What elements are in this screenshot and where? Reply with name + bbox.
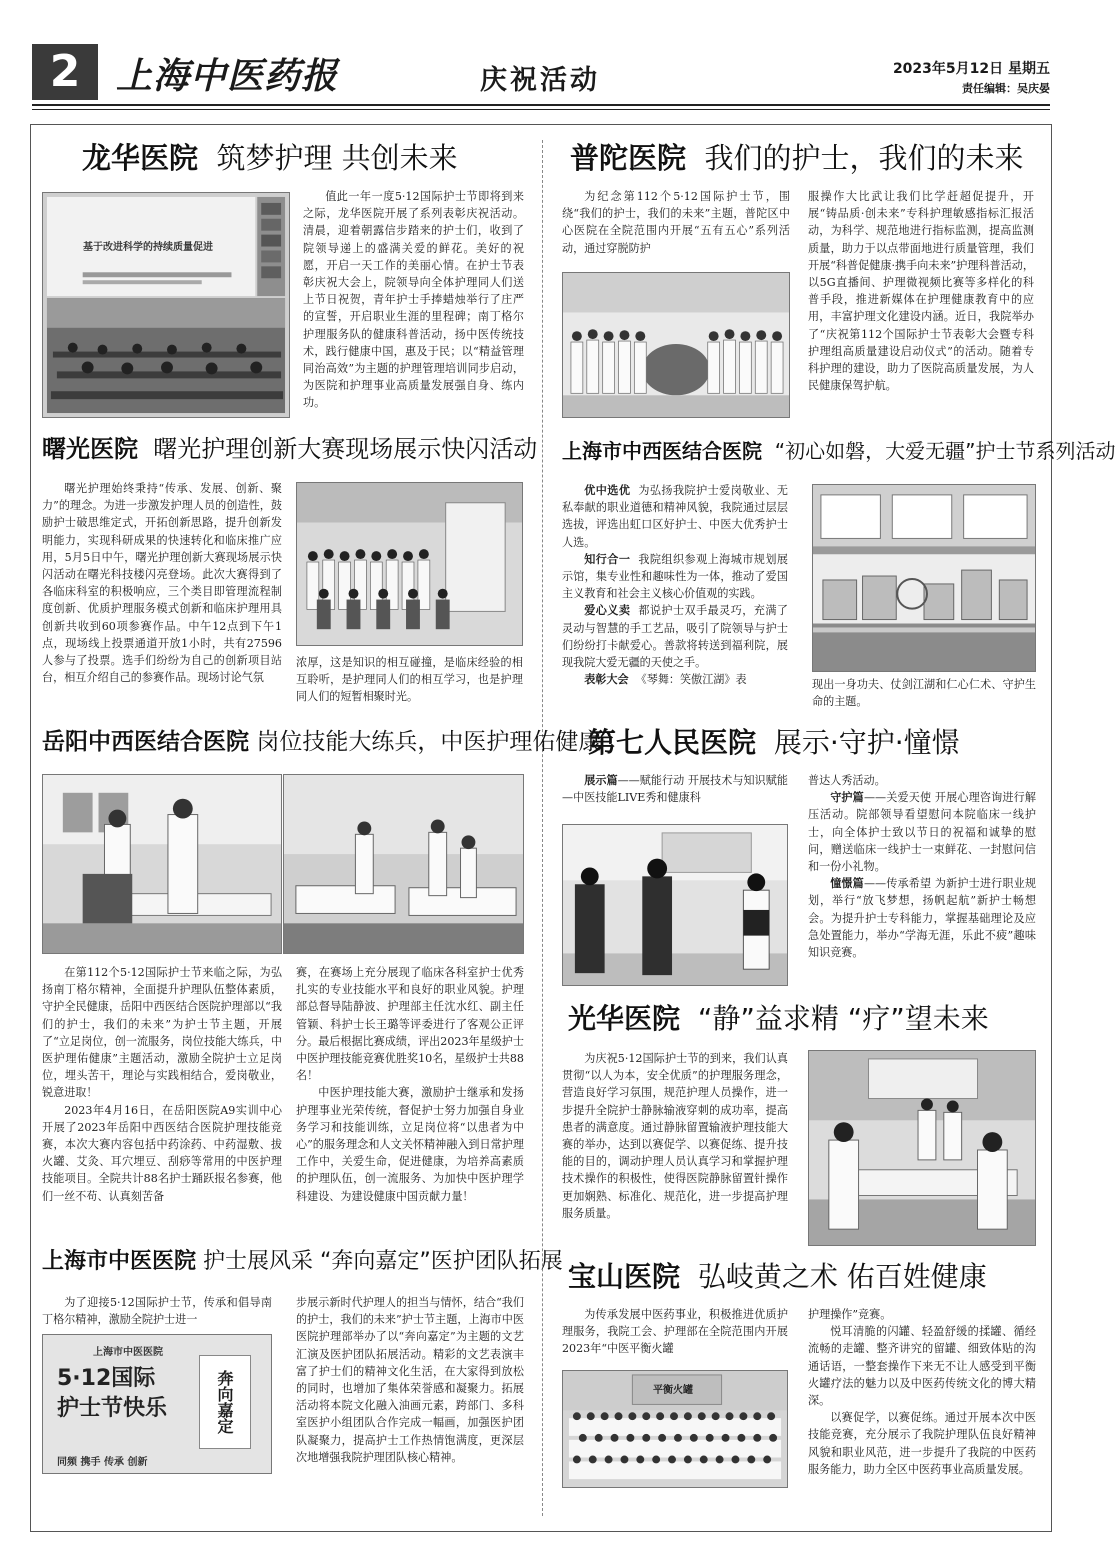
group-photo xyxy=(562,1370,788,1488)
article-headline xyxy=(588,728,960,759)
para-4: 《琴舞：笑傲江湖》表 xyxy=(635,673,747,687)
para-2: ——关爱天使 开展心理咨询进行解压活动。院部领导看望慰问本院临床一线护士，向全体护士致以节日的祝福和诚挚的慰问，赠送临床一线护士一束鲜花、一封慰问信和一份小礼物。 xyxy=(808,791,1036,874)
hospital-name: 光华医院 xyxy=(568,1002,681,1035)
article-headline xyxy=(568,1262,987,1293)
section-title: 庆祝活动 xyxy=(480,65,600,96)
subhead-2: 守护篇 xyxy=(830,791,864,805)
header-rule xyxy=(32,104,1050,106)
hospital-name: 曙光医院 xyxy=(42,435,138,463)
headline-title: 弘岐黄之术 佑百姓健康 xyxy=(697,1260,987,1293)
headline-title: 展示·守护·憧憬 xyxy=(773,726,960,759)
article-headline xyxy=(570,143,1023,175)
article-body-1: 为纪念第112个5·12国际护士节，围绕“我们的护士，我们的未来”主题，普陀区中心医院在全院范围内开展“五有五心”系列活动，通过穿脱防护 xyxy=(562,190,790,255)
subhead-4: 表彰大会 xyxy=(584,673,629,687)
article-headline xyxy=(82,143,458,175)
group-photo xyxy=(296,482,523,646)
editor-credit: 责任编辑：吴庆晏 xyxy=(962,82,1050,95)
headline-title: “初心如磐，大爱无疆”护士节系列活动 xyxy=(774,439,1115,463)
article-headline xyxy=(568,1004,989,1035)
poster-painting: 奔向嘉定 xyxy=(199,1355,251,1449)
para-3: ——传承希望 为新护士进行职业规划，举行“放飞梦想，扬帆起航”新护士畅想会。为提升护士专科能力，掌握基础理论及应急处置能力，举办“学海无涯，乐此不疲”趣味知识竞赛。 xyxy=(808,877,1036,960)
headline-title: 护士展风采 “奔向嘉定”医护团队拓展 xyxy=(203,1249,563,1274)
article-body: 为庆祝5·12国际护士节的到来，我们认真贯彻“以人为本，安全优质”的护理服务理念，营造良好学习氛围，规范护理人员操作，进一步提升全院护士静脉输液穿刺的成功率，提高患者的满意度。通过静脉留置输液护理技能大赛的举办，达到以赛促学、以赛促练、提升技能的目的，调动护理人员认真学习和掌握护理技术操作的积极性，使得医院静脉留置针操作更加娴熟、标准化、规范化，进一步提高护理服务质量。 xyxy=(562,1052,788,1220)
article-body-1: 为传承发展中医药事业，积极推进优质护理服务，我院工会、护理部在全院范围内开展2023年“中医平衡火罐 xyxy=(562,1308,788,1356)
article-body-2: 服操作大比武让我们比学赶超促提升，开展“铸品质·创未来”专科护理敏感指标汇报活动，为科学、规范地进行指标监测，提高监测质量，助力于以点带面地进行质量管理，我们开展“科普促健康·携手向未来”护理科普活动，以5G直播间、护理微视频比赛等多样化的科普手段，推进新媒体在护理健康教育中的应用，丰富护理文化建设内涵。近日，我院举办了“庆祝第112个国际护士节表彰大会暨专科护理组高质量建设启动仪式”的活动。随着专科护理的建设，助力了医院高质量发展，为人民健康保驾护航。 xyxy=(808,190,1034,393)
headline-title: 岗位技能大练兵，中医护理佑健康 xyxy=(256,729,602,755)
hospital-name: 龙华医院 xyxy=(82,141,199,175)
festival-poster xyxy=(42,1334,272,1474)
headline-title: 我们的护士，我们的未来 xyxy=(704,141,1024,175)
article-body-2: 护理操作”竞赛。 悦耳清脆的闪罐、轻盈舒缓的揉罐、循经流畅的走罐、整齐讲究的留罐、细致体贴的沟通话语，一整套操作下来无不让人感受到平衡火罐疗法的魅力以及中医药传统文化的博大精深。 以赛促学，以赛促练。通过开展本次中医技能竞赛，充分展示了我院护理队伍良好精神风貌和职业风范，进一步提升了我院的中医药服务能力，助力全区中医药事业高质量发展。 xyxy=(808,1308,1036,1476)
subhead-3: 憧憬篇 xyxy=(830,877,864,891)
headline-title: “静”益求精 “疗”望未来 xyxy=(697,1002,989,1035)
article-headline xyxy=(42,436,537,462)
issue-date: 2023年5月12日 星期五 xyxy=(892,61,1050,77)
subhead-2: 知行合一 xyxy=(584,552,631,566)
training-photo-2 xyxy=(283,774,524,954)
headline-title: 曙光护理创新大赛现场展示快闪活动 xyxy=(153,435,538,463)
para-1: ——赋能行动 开展技术与知识赋能—中医技能LIVE秀和健康科 xyxy=(562,774,788,805)
training-photo-1 xyxy=(42,774,282,954)
headline-title: 筑梦护理 共创未来 xyxy=(216,141,458,175)
para-1b: 普达人秀活动。 xyxy=(808,774,886,787)
article-body xyxy=(562,482,788,708)
hospital-name: 岳阳中西医结合医院 xyxy=(42,729,249,755)
poster-line-2: 护士节快乐 xyxy=(57,1396,168,1421)
hospital-name: 上海市中医医院 xyxy=(42,1249,197,1274)
article-body-2 xyxy=(808,772,1036,978)
para-2: 我院组织参观上海城市规划展示馆，集专业性和趣味性为一体，推动了爱国主义教育和社会主义核心价值观的实践。 xyxy=(562,552,788,601)
hospital-name: 上海市中西医结合医院 xyxy=(562,439,762,463)
article-headline xyxy=(42,730,601,755)
poster-hospital: 上海市中医医院 xyxy=(93,1347,163,1358)
article-body-1: 为了迎接5·12国际护士节，传承和倡导南丁格尔精神，激励全院护士进一 xyxy=(42,1296,272,1327)
exhibit-photo xyxy=(812,484,1036,672)
article-headline xyxy=(562,440,1115,462)
slide-title: 基于改进科学的持续质量促进 xyxy=(83,242,213,253)
event-photo xyxy=(562,824,788,986)
article-body-1: 曙光护理始终秉持“传承、发展、创新、聚力”的理念。为进一步激发护理人员的创造性，鼓励护士破思维定式，开拓创新思路，提升创新发明能力，实现科研成果的快速转化和临床推广应用，5月5日中午，曙光护理创新大赛现场展示快闪活动在曙光科技楼闪亮登场。此次大赛得到了各临床科室的积极响应，三个类目即管理流程制度创新、优质护理服务模式创新和临床护理用具创新共收到60项参赛作品。中午12点到下午1点，现场线上投票通道开放1小时，共有27596人参与了投票。选手们纷纷为自己的创新项目站台，相互介绍自己的参赛作品。现场讨论气氛 xyxy=(42,482,282,685)
competition-photo xyxy=(808,1050,1036,1246)
article-body-2: 赛，在赛场上充分展现了临床各科室护士优秀扎实的专业技能水平和良好的职业风貌。护理部总督导陆静波、护理部主任沈水红、副主任管颖、科护士长王璐等评委进行了客观公正评分。最后根据比赛成绩，评出2023年星级护士中医护理技能竞赛优胜奖10名，星级护士共88名！ 中医护理技能大赛，激励护士继承和发扬护理事业光荣传统，督促护士努力加强自身业务学习和技能训练，立足岗位将“以患者为中心”的服务理念和人文关怀精神融入到日常护理工作中，关爱生命，促进健康，为培养高素质的护理队伍，创一流服务、为加快中医护理学科建设、为建设健康中国贡献力量！ xyxy=(296,966,524,1203)
masthead-logo: 上海中医药报 xyxy=(116,55,339,97)
hospital-name: 普陀医院 xyxy=(570,141,687,175)
article-tail: 现出一身功夫、仗剑江湖和仁心仁术、守护生命的主题。 xyxy=(812,678,1036,709)
column-divider xyxy=(542,140,543,1516)
article-headline xyxy=(42,1250,563,1274)
photo-banner: 平衡火罐 xyxy=(653,1385,693,1396)
header-rule-thin xyxy=(32,109,1050,110)
group-photo xyxy=(562,272,790,418)
conference-photo xyxy=(42,192,290,418)
page-number: 2 xyxy=(32,44,98,100)
article-body: 值此一年一度5·12国际护士节即将到来之际，龙华医院开展了系列表彰庆祝活动。清晨，迎着朝露信步踏来的护士们，收到了院领导递上的盛满关爱的鲜花。美好的祝愿，开启一天工作的美丽心情。在护士节表彰庆祝大会上，院领导向全体护理同人们送上节日祝贺，青年护士手捧蜡烛举行了庄严的宣誓，开启职业生涯的里程碑；南丁格尔护理服务队的健康科普活动，扬中医传统技术，践行健康中国，惠及于民；以“精益管理 同治高效”为主题的护理管理培训同步启动，为医院和护理事业高质量发展强自身、练内功。 xyxy=(303,190,524,410)
article-body-1: 在第112个5·12国际护士节来临之际，为弘扬南丁格尔精神，全面提升护理队伍整体素质，守护全民健康，岳阳中西医结合医院护理部以“我们的护士，我们的未来”为护士节主题，开展了“立足岗位，创一流服务，岗位技能大练兵，中医护理佑健康”主题活动，激励全院护士立足岗位，埋头苦干，理论与实践相结合，爱岗敬业，锐意进取！ 2023年4月16日，在岳阳医院A9实训中心开展了2023年岳阳中西医结合医院护理技能竞赛，本次大赛内容包括中药涂药、中药湿敷、拔火罐、艾灸、耳穴埋豆、刮痧等常用的中医护理技能项目。全院共计88名护士踊跃报名参赛，他们一丝不苟、认真刻苦备 xyxy=(42,966,282,1203)
subhead-1: 展示篇 xyxy=(584,774,618,787)
para-3: 都说护士双手最灵巧，充满了灵动与智慧的手工艺品，吸引了院领导与护士们纷纷打卡献爱心。善款将转送到福利院，展现我院大爱无疆的天使之手。 xyxy=(562,604,788,670)
hospital-name: 宝山医院 xyxy=(568,1260,681,1293)
poster-slogan: 同频 携手 传承 创新 xyxy=(57,1457,148,1468)
subhead-3: 爱心义卖 xyxy=(584,604,631,618)
article-body-1 xyxy=(562,772,788,808)
hospital-name: 第七人民医院 xyxy=(588,726,757,759)
article-body-2: 步展示新时代护理人的担当与情怀，结合“我们的护士，我们的未来”护士节主题，上海市中医医院护理部举办了以“奔向嘉定”为主题的文艺汇演及医护团队拓展活动。精彩的文艺表演丰富了护士们的精神文化生活，在大家得到放松的同时，也增加了集体荣誉感和凝聚力。拓展活动将本院文化融入油画元素，跨部门、多科室医护小组团队合作完成一幅画，加强医护团队凝聚力，提高护士工作热情饱满度，更深层次地增强我院护理团队核心精神。 xyxy=(296,1296,524,1464)
subhead-1: 优中选优 xyxy=(584,484,631,497)
article-body-2: 浓厚，这是知识的相互碰撞，是临床经验的相互聆听，是护理同人们的相互学习，也是护理同人们的短暂相聚时光。 xyxy=(296,656,523,704)
para-1: 为弘扬我院护士爱岗敬业、无私奉献的职业道德和精神风貌，我院通过层层选拔，评选出虹口区好护士、中医大优秀护士人选。 xyxy=(562,484,788,549)
poster-line-1: 5·12国际 xyxy=(57,1366,156,1391)
